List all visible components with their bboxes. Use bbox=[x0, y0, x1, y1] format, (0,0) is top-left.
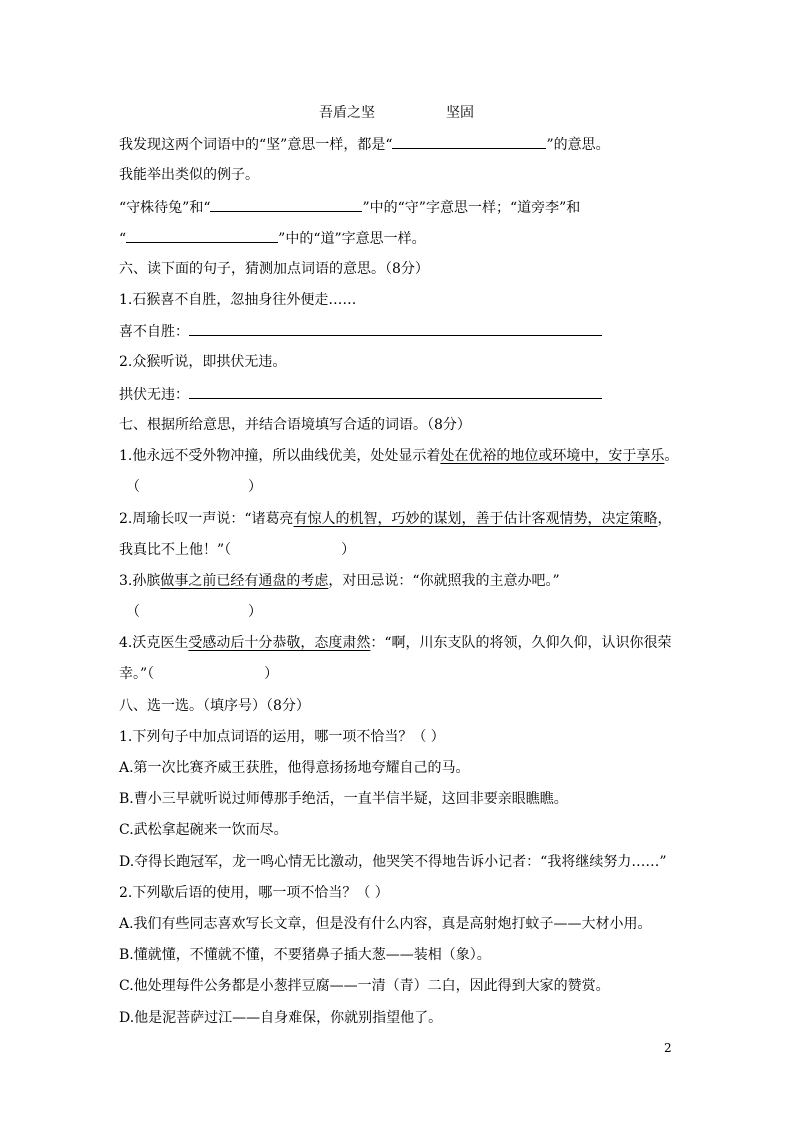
paren-close: ） bbox=[248, 604, 262, 620]
word-wudunzhijian: 吾盾之坚 bbox=[319, 105, 375, 121]
section-6-title: 六、读下面的句子，猜测加点词语的意思。（8分） bbox=[119, 261, 429, 277]
s7-question-1 bbox=[119, 446, 678, 466]
paren-close: ） bbox=[341, 542, 356, 558]
section-8-title: 八、选一选。（填序号）（8分） bbox=[119, 698, 310, 714]
fill-line-3 bbox=[119, 197, 580, 218]
s8-q2-option-a: A.我们有些同志喜欢写长文章，但是没有什么内容，真是高射炮打蚊子——大材小用。 bbox=[119, 916, 652, 932]
s7-answer-3 bbox=[126, 602, 262, 622]
s8-q1-option-b: B.曹小三早就听说过师傅那手绝活，一直半信半疑，这回非要亲眼瞧瞧。 bbox=[119, 791, 568, 807]
s6-question-2: 2.众猴听说，即拱伏无违。 bbox=[119, 354, 287, 370]
section-7-title: 七、根据所给意思，并结合语境填写合适的词语。（8分） bbox=[119, 417, 471, 433]
s7-question-4 bbox=[119, 633, 672, 653]
question-text: ，对田忌说：“你就照我的主意办吧。” bbox=[328, 573, 560, 589]
answer-label: 喜不自胜： bbox=[119, 324, 189, 340]
fill-text: ”中的“守”字意思一样；“道旁李”和 bbox=[362, 200, 581, 216]
s8-question-2: 2.下列歇后语的使用，哪一项不恰当？（ ） bbox=[119, 885, 389, 901]
s7-question-3 bbox=[119, 571, 560, 591]
s8-q1-option-a: A.第一次比赛齐威王获胜，他得意扬扬地夸耀自己的马。 bbox=[119, 760, 470, 776]
paren-close: ） bbox=[248, 479, 262, 495]
fill-line-4 bbox=[119, 228, 426, 249]
s8-q2-option-d: D.他是泥菩萨过江——自身难保，你就别指望他了。 bbox=[119, 1010, 443, 1026]
question-text: 我真比不上他！”（ bbox=[119, 542, 232, 558]
s7-answer-1 bbox=[126, 477, 262, 497]
underlined-meaning: 受感动后十分恭敬，态度肃然 bbox=[188, 635, 371, 651]
s8-q1-option-c: C.武松拿起碗来一饮而尽。 bbox=[119, 822, 288, 838]
paren-open: （ bbox=[126, 604, 140, 620]
s8-question-1: 1.下列句子中加点词语的运用，哪一项不恰当？（ ） bbox=[119, 729, 445, 745]
answer-blank[interactable] bbox=[392, 134, 546, 149]
underlined-meaning: 有惊人的机智，巧妙的谋划，善于估计客观情势，决定策略 bbox=[293, 511, 658, 527]
s6-question-1: 1.石猴喜不自胜，忽抽身往外便走…… bbox=[119, 292, 357, 308]
answer-blank[interactable] bbox=[189, 321, 602, 336]
fill-text: ”中的“道”字意思一样。 bbox=[278, 231, 426, 247]
paren-open: （ bbox=[126, 479, 140, 495]
paren-close: ） bbox=[264, 666, 279, 682]
question-text: 。 bbox=[664, 448, 679, 464]
s7-question-2-cont bbox=[119, 540, 355, 560]
s6-answer-1-line bbox=[119, 321, 602, 342]
fill-line-2: 我能举出类似的例子。 bbox=[119, 167, 259, 183]
question-text: 4.沃克医生 bbox=[119, 635, 189, 651]
word-jiangu: 坚固 bbox=[446, 105, 474, 121]
answer-blank[interactable] bbox=[126, 228, 278, 243]
answer-blank[interactable] bbox=[210, 197, 362, 212]
question-text: ， bbox=[657, 511, 672, 527]
s8-q2-option-c: C.他处理每件公务都是小葱拌豆腐——一清（青）二白，因此得到大家的赞赏。 bbox=[119, 978, 610, 994]
s6-answer-2-line bbox=[119, 384, 602, 405]
s7-question-4-cont bbox=[119, 664, 278, 684]
s7-question-2 bbox=[119, 509, 672, 529]
fill-text: ”的意思。 bbox=[546, 137, 610, 153]
fill-text: 我发现这两个词语中的“坚”意思一样，都是“ bbox=[119, 137, 393, 153]
question-text: 2.周瑜长叹一声说：“诸葛亮 bbox=[119, 511, 294, 527]
question-text: 3.孙膑 bbox=[119, 573, 161, 589]
fill-line-1 bbox=[119, 134, 610, 155]
underlined-meaning: 处在优裕的地位或环境中，安于享乐 bbox=[440, 448, 665, 464]
fill-text: “守株待兔”和“ bbox=[119, 200, 211, 216]
s8-q1-option-d: D.夺得长跑冠军，龙一鸣心情无比激动，他哭笑不得地告诉小记者：“我将继续努力……” bbox=[119, 854, 667, 870]
fill-text: “ bbox=[119, 231, 127, 247]
question-text: ：“啊，川东支队的将领，久仰久仰，认识你很荣 bbox=[370, 635, 672, 651]
underlined-meaning: 做事之前已经有通盘的考虑 bbox=[160, 573, 329, 589]
page-number: 2 bbox=[664, 1041, 672, 1055]
s8-q2-option-b: B.懂就懂，不懂就不懂，不要猪鼻子插大葱——装相（象）。 bbox=[119, 947, 491, 963]
answer-blank[interactable] bbox=[189, 384, 602, 399]
question-text: 幸。”（ bbox=[119, 666, 155, 682]
answer-label: 拱伏无违： bbox=[119, 387, 189, 403]
question-text: 1.他永远不受外物冲撞，所以曲线优美，处处显示着 bbox=[119, 448, 441, 464]
